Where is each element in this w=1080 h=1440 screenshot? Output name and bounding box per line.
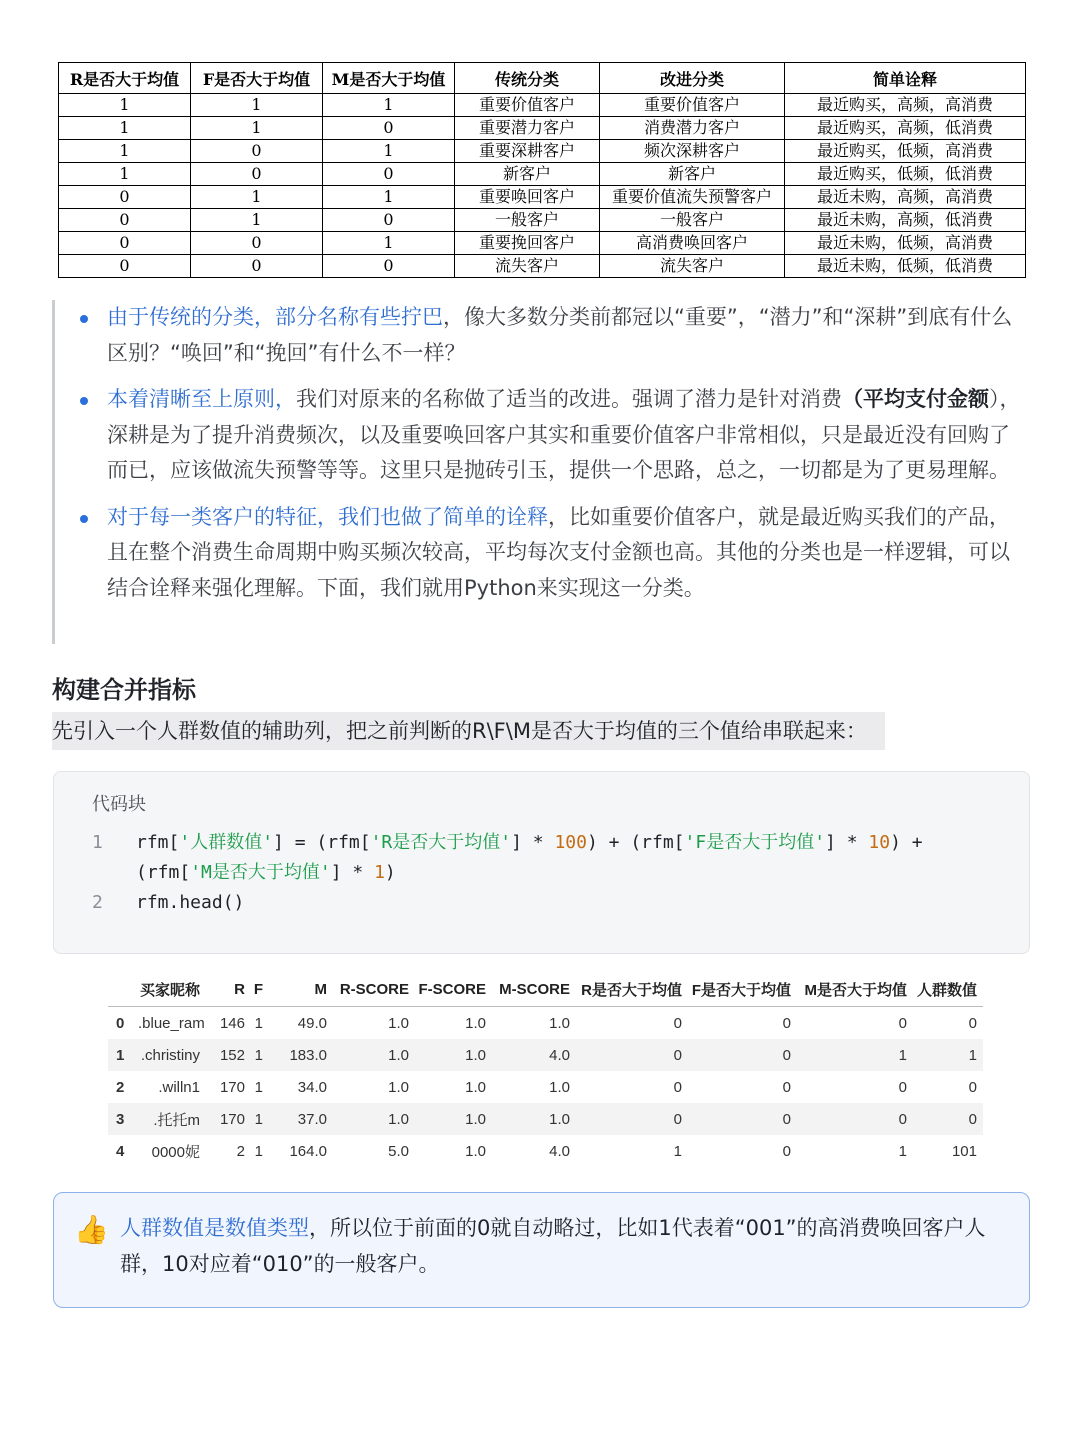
dataframe-column-header: R [206, 972, 251, 1007]
rfm-table-cell: 最近购买，高频，低消费 [785, 117, 1026, 140]
dataframe-column-header: R-SCORE [333, 972, 415, 1007]
rfm-table-cell: 重要挽回客户 [455, 232, 600, 255]
rfm-header-traditional: 传统分类 [455, 63, 600, 94]
rfm-table-row [59, 186, 1026, 209]
code-token: ] * [330, 862, 375, 883]
dataframe-cell: 0 [898, 1014, 907, 1032]
dataframe-column-header: F-SCORE [415, 972, 492, 1007]
rfm-table-cell: 1 [59, 140, 191, 163]
rfm-table-cell: 最近未购，低频，高消费 [785, 232, 1026, 255]
code-token: ) + [890, 832, 923, 853]
dataframe-cell: 1 [797, 1039, 913, 1071]
explanation-blockquote [52, 300, 1030, 644]
rfm-table-cell: 0 [59, 232, 191, 255]
rfm-table-cell: 1 [191, 117, 323, 140]
rfm-table-cell: 0 [323, 163, 455, 186]
code-token: ) + (rfm[ [586, 832, 685, 853]
dataframe-cell: 164.0 [289, 1142, 327, 1160]
dataframe-cell: 0 [968, 1014, 977, 1032]
dataframe-cell: 0 [576, 1039, 688, 1071]
rfm-table-cell: 重要唤回客户 [455, 186, 600, 209]
bullet-bold-text: （平均支付金额 [842, 387, 989, 411]
rfm-table-row [59, 232, 1026, 255]
dataframe-output [108, 972, 983, 1167]
bullet-item-naming [107, 300, 1027, 371]
rfm-table-cell: 1 [191, 94, 323, 117]
dataframe-column-header: M是否大于均值 [797, 972, 913, 1007]
rfm-table-cell: 1 [59, 163, 191, 186]
dataframe-cell: 183.0 [269, 1039, 333, 1071]
dataframe-cell: 37.0 [269, 1103, 333, 1135]
rfm-table-cell: 最近未购，低频，低消费 [785, 255, 1026, 278]
dataframe-cell: 101 [951, 1142, 977, 1160]
code-token: ] * [825, 832, 869, 853]
code-string: '人群数值' [179, 832, 274, 853]
dataframe-cell: 0 [673, 1078, 682, 1096]
dataframe-cell: 0 [688, 1103, 797, 1135]
rfm-table-cell: 消费潜力客户 [600, 117, 785, 140]
rfm-table-cell: 0 [59, 186, 191, 209]
rfm-table-cell: 1 [323, 232, 455, 255]
code-token: ] * [511, 832, 555, 853]
code-token: rfm[ [136, 832, 180, 853]
code-number: 1 [374, 862, 385, 883]
rfm-table-cell: 重要价值客户 [455, 94, 600, 117]
rfm-table-cell: 频次深耕客户 [600, 140, 785, 163]
dataframe-cell: 49.0 [297, 1014, 327, 1032]
rfm-table-cell: 高消费唤回客户 [600, 232, 785, 255]
dataframe-cell: 1.0 [549, 1078, 570, 1096]
dataframe-cell: 1 [898, 1142, 907, 1160]
rfm-table-header-row [59, 63, 1026, 94]
rfm-table-cell: 流失客户 [600, 255, 785, 278]
rfm-table-cell: 0 [323, 209, 455, 232]
dataframe-index-cell: 2 [116, 1078, 125, 1096]
dataframe-cell: 1.0 [492, 1103, 576, 1135]
dataframe-cell: .托托m [138, 1103, 206, 1135]
callout-body: ，所以位于前面的0就自动略过，比如1代表着“001”的高消费唤回客户人群，10对应着“010”的一般客户。 [120, 1216, 986, 1276]
rfm-table-cell: 最近购买，低频，高消费 [785, 140, 1026, 163]
dataframe-column-header: M [269, 972, 333, 1007]
rfm-table-row [59, 117, 1026, 140]
dataframe-cell: 1.0 [415, 1103, 492, 1135]
rfm-table-row [59, 255, 1026, 278]
code-source [136, 828, 923, 858]
dataframe-cell: 0 [797, 1103, 913, 1135]
rfm-table-cell: 最近未购，高频，高消费 [785, 186, 1026, 209]
dataframe-cell: 1.0 [333, 1039, 415, 1071]
rfm-table-cell: 最近购买，高频，高消费 [785, 94, 1026, 117]
code-string: 'M是否大于均值' [190, 862, 331, 883]
dataframe-cell: 1.0 [388, 1014, 409, 1032]
dataframe-cell: .christiny [138, 1039, 206, 1071]
bullet-item-explanation [107, 500, 1027, 607]
rfm-table-cell: 新客户 [600, 163, 785, 186]
dataframe-cell: .willn1 [158, 1078, 200, 1096]
dataframe-row [108, 1135, 983, 1167]
rfm-table-row [59, 209, 1026, 232]
dataframe-index-cell: 0 [116, 1014, 125, 1032]
intro-text: 先引入一个人群数值的辅助列，把之前判断的R\F\M是否大于均值的三个值给串联起来： [52, 712, 885, 750]
dataframe-cell: 152 [206, 1039, 251, 1071]
rfm-table-cell: 0 [323, 255, 455, 278]
dataframe-cell: 1 [251, 1103, 269, 1135]
dataframe-column-header: 买家昵称 [138, 972, 206, 1007]
rfm-table-cell: 重要深耕客户 [455, 140, 600, 163]
explanation-list [55, 300, 1030, 606]
dataframe-index-cell: 3 [108, 1103, 138, 1135]
rfm-table-cell: 1 [323, 186, 455, 209]
code-string: 'R是否大于均值' [370, 832, 512, 853]
dataframe-cell: 1.0 [465, 1142, 486, 1160]
rfm-table-cell: 新客户 [455, 163, 600, 186]
dataframe-cell: 0 [782, 1014, 791, 1032]
rfm-table-cell: 1 [323, 94, 455, 117]
dataframe-cell: 0 [913, 1103, 983, 1135]
dataframe-column-header: 人群数值 [913, 972, 983, 1007]
rfm-table-row [59, 163, 1026, 186]
rfm-table-cell: 重要价值流失预警客户 [600, 186, 785, 209]
dataframe-cell: 4.0 [549, 1142, 570, 1160]
dataframe-cell: 5.0 [388, 1142, 409, 1160]
rfm-table-cell: 1 [59, 117, 191, 140]
dataframe-cell: 1 [254, 1142, 263, 1160]
rfm-table-cell: 0 [59, 209, 191, 232]
rfm-table-cell: 1 [59, 94, 191, 117]
rfm-table-cell: 一般客户 [455, 209, 600, 232]
dataframe-cell: 2 [236, 1142, 245, 1160]
rfm-table-cell: 0 [191, 232, 323, 255]
dataframe-row [108, 1103, 983, 1135]
rfm-header-m: M是否大于均值 [323, 63, 455, 94]
bullet-highlight: 对于每一类客户的特征，我们也做了简单的诠释 [107, 504, 548, 529]
dataframe-column-header: F [251, 972, 269, 1007]
dataframe-cell: 0 [782, 1142, 791, 1160]
rfm-table-cell: 一般客户 [600, 209, 785, 232]
dataframe-cell: 1.0 [333, 1103, 415, 1135]
code-token: rfm.head() [136, 892, 245, 913]
dataframe-cell: 0 [673, 1014, 682, 1032]
bullet-text: ，像大多数分类前都冠以“重要”，“潜力”和“深耕”到底有什么区别？“唤回”和“挽回”有什么不一样？ [107, 305, 1013, 365]
rfm-table-cell: 流失客户 [455, 255, 600, 278]
dataframe-column-header: R是否大于均值 [576, 972, 688, 1007]
dataframe-cell: 146 [219, 1014, 245, 1032]
dataframe-cell: 1 [254, 1014, 263, 1032]
dataframe-cell: 1.0 [465, 1014, 486, 1032]
code-string: 'F是否大于均值' [684, 832, 826, 853]
dataframe-cell: 0 [898, 1078, 907, 1096]
dataframe-cell: 0 [576, 1103, 688, 1135]
dataframe-row [108, 1007, 983, 1040]
rfm-table-row [59, 140, 1026, 163]
rfm-table-cell: 0 [191, 255, 323, 278]
rfm-header-improved: 改进分类 [600, 63, 785, 94]
dataframe-cell: .blue_ram [138, 1014, 205, 1032]
code-token: ) [384, 862, 396, 883]
bullet-text: ，比如重要价值客户，就是最近购买我们的产品，且在整个消费生命周期中购买频次较高，平均每次支付金额也高。其他的分类也是一样逻辑，可以结合诠释来强化理解。下面，我们就用Python来实现这一分类。 [107, 504, 1010, 600]
rfm-classification-table [58, 62, 1026, 278]
tip-callout [53, 1192, 1030, 1308]
rfm-table-cell: 0 [59, 255, 191, 278]
dataframe-cell: 170 [206, 1103, 251, 1135]
dataframe-cell: 170 [219, 1078, 245, 1096]
line-number: 1 [92, 832, 103, 853]
dataframe-column-header: M-SCORE [492, 972, 576, 1007]
dataframe-cell: 34.0 [297, 1078, 327, 1096]
dataframe-index-cell: 4 [116, 1142, 125, 1160]
rfm-table-cell: 1 [191, 209, 323, 232]
dataframe-column-header: F是否大于均值 [688, 972, 797, 1007]
rfm-table-cell: 最近购买，低频，低消费 [785, 163, 1026, 186]
rfm-table-cell: 0 [323, 117, 455, 140]
rfm-table-cell: 0 [191, 163, 323, 186]
dataframe-cell: 0 [968, 1078, 977, 1096]
dataframe-cell: 1 [254, 1078, 263, 1096]
section-title: 构建合并指标 [52, 676, 196, 704]
bullet-highlight: 由于传统的分类，部分名称有些拧巴 [107, 305, 443, 329]
code-number: 10 [868, 832, 891, 853]
callout-highlight: 人群数值是数值类型 [120, 1216, 309, 1240]
dataframe-row [108, 1071, 983, 1103]
code-token: (rfm[ [136, 862, 191, 883]
rfm-table-cell: 0 [191, 140, 323, 163]
rfm-table-cell: 重要潜力客户 [455, 117, 600, 140]
rfm-header-f: F是否大于均值 [191, 63, 323, 94]
line-number: 2 [92, 892, 103, 913]
dataframe-row [108, 1039, 983, 1071]
code-source [136, 888, 244, 918]
bullet-highlight: 本着清晰至上原则， [107, 387, 296, 411]
rfm-table-cell: 最近未购，高频，低消费 [785, 209, 1026, 232]
callout-text [120, 1210, 1000, 1282]
bullet-text: ），深耕是为了提升消费频次，以及重要唤回客户其实和重要价值客户非常相似，只是最近没有回购了而已，应该做流失预警等等。这里只是抛砖引玉，提供一个思路，总之，一切都是为了更易理解。 [107, 387, 1021, 482]
rfm-table-cell: 1 [323, 140, 455, 163]
dataframe-header-row [108, 972, 983, 1007]
code-block[interactable] [53, 771, 1030, 954]
dataframe-cell: 1 [251, 1039, 269, 1071]
rfm-table-row [59, 94, 1026, 117]
dataframe-cell: 4.0 [492, 1039, 576, 1071]
code-number: 100 [554, 832, 587, 853]
bullet-item-improvement [107, 382, 1027, 489]
thumbs-up-icon: 👍 [74, 1213, 109, 1246]
rfm-header-explanation: 简单诠释 [785, 63, 1026, 94]
rfm-table-cell: 重要价值客户 [600, 94, 785, 117]
bullet-text: 我们对原来的名称做了适当的改进。强调了潜力是针对消费 [296, 387, 842, 411]
dataframe-cell: 1 [913, 1039, 983, 1071]
dataframe-cell: 0 [782, 1078, 791, 1096]
rfm-header-r: R是否大于均值 [59, 63, 191, 94]
code-source [136, 858, 396, 888]
rfm-table-cell: 1 [191, 186, 323, 209]
dataframe-column-header [108, 972, 138, 1007]
dataframe-cell: 0000妮 [151, 1143, 200, 1161]
dataframe-cell: 1.0 [465, 1078, 486, 1096]
dataframe-cell: 1.0 [549, 1014, 570, 1032]
code-token: ] = (rfm[ [273, 832, 371, 853]
dataframe-index-cell: 1 [108, 1039, 138, 1071]
dataframe-cell: 1.0 [415, 1039, 492, 1071]
dataframe-cell: 1.0 [388, 1078, 409, 1096]
dataframe-cell: 0 [688, 1039, 797, 1071]
code-block-title: 代码块 [92, 794, 146, 815]
dataframe-cell: 1 [673, 1142, 682, 1160]
